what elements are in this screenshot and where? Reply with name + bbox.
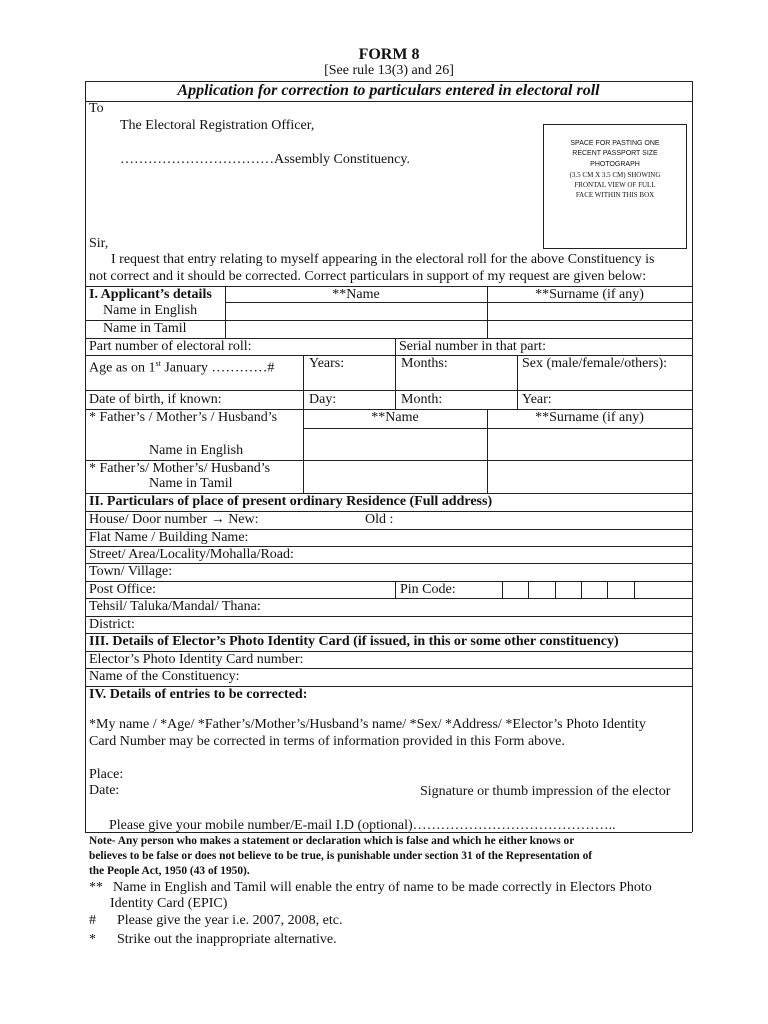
serial-number-label: Serial number in that part: — [399, 339, 546, 354]
photo-box[interactable]: SPACE FOR PASTING ONE RECENT PASSPORT SIZE PHOTOGRAPH (3.5 CM X 3.5 CM) SHOWING FRONTAL VIEW OF FULL FACE WITHIN THIS BOX — [543, 124, 687, 249]
street-label: Street/ Area/Locality/Mohalla/Road: — [89, 547, 294, 562]
age-label: Age as on 1st January …………# — [89, 359, 275, 376]
section-3-heading: III. Details of Elector’s Photo Identity Card (if issued, in this or some other constituency) — [89, 634, 619, 649]
post-office-label: Post Office: — [89, 582, 157, 597]
relative-name-tamil-label: Name in Tamil — [149, 476, 233, 491]
note-line-1: Note- Any person who makes a statement or declaration which is false and which he either knows or — [89, 835, 575, 847]
constituency-line[interactable]: ……………………………Assembly Constituency. — [120, 152, 410, 167]
correction-line-2: Card Number may be corrected in terms of information provided in this Form above. — [89, 734, 565, 749]
footnote-double-asterisk-mark: ** — [89, 880, 103, 895]
section-1-heading: I. Applicant’s details — [89, 287, 212, 302]
footnote-hash-mark: # — [89, 913, 96, 928]
note-line-3: the People Act, 1950 (43 of 1950). — [89, 865, 250, 877]
sex-label: Sex (male/female/others): — [522, 356, 667, 371]
year-label: Year: — [522, 392, 552, 407]
mobile-email-line[interactable]: Please give your mobile number/E-mail I.D (optional)…………………………………….. — [109, 818, 616, 833]
name-column-header: **Name — [332, 287, 380, 302]
relative-name-english-label: Name in English — [149, 443, 244, 458]
footnote-strike-out: Strike out the inappropriate alternative. — [117, 932, 337, 947]
salutation: Sir, — [89, 236, 109, 251]
officer-line: The Electoral Registration Officer, — [120, 118, 315, 133]
footnote-name-line-2: Identity Card (EPIC) — [110, 896, 228, 911]
month-label: Month: — [401, 392, 443, 407]
note-line-2: believes to be false or does not believe to be true, is punishable under section 31 of the Representation of — [89, 850, 593, 862]
years-label: Years: — [309, 356, 345, 371]
relative-tamil-label: * Father’s/ Mother’s/ Husband’s — [89, 461, 271, 476]
relative-label: * Father’s / Mother’s / Husband’s — [89, 410, 278, 425]
part-number-label: Part number of electoral roll: — [89, 339, 252, 354]
request-line-2: not correct and it should be corrected. Correct particulars in support of my request are given below: — [89, 269, 647, 284]
footnote-year: Please give the year i.e. 2007, 2008, etc. — [117, 913, 343, 928]
form-heading: Application for correction to particulars entered in electoral roll — [177, 82, 600, 99]
place-label: Place: — [89, 767, 124, 782]
town-label: Town/ Village: — [89, 564, 173, 579]
form-title: FORM 8 — [358, 46, 420, 63]
rule-reference: [See rule 13(3) and 26] — [324, 63, 454, 78]
pin-code-label: Pin Code: — [400, 582, 456, 597]
footnote-asterisk-mark: * — [89, 932, 96, 947]
name-english-label: Name in English — [103, 303, 198, 318]
date-label: Date: — [89, 783, 120, 798]
months-label: Months: — [401, 356, 448, 371]
flat-name-label: Flat Name / Building Name: — [89, 530, 249, 545]
footnote-name-line-1: Name in English and Tamil will enable the entry of name to be made correctly in Electors Photo — [113, 880, 652, 895]
name-tamil-label: Name in Tamil — [103, 321, 187, 336]
to-label: To — [89, 101, 104, 116]
day-label: Day: — [309, 392, 337, 407]
old-house-number-label: Old : — [365, 512, 394, 527]
relative-surname-header: **Surname (if any) — [535, 410, 644, 425]
correction-line-1: *My name / *Age/ *Father’s/Mother’s/Husband’s name/ *Sex/ *Address/ *Elector’s Photo Identity — [89, 717, 646, 732]
house-number-label: House/ Door number → New: — [89, 512, 259, 527]
district-label: District: — [89, 617, 135, 632]
request-line-1: I request that entry relating to myself appearing in the electoral roll for the above Constituency is — [111, 252, 655, 267]
relative-name-header: **Name — [371, 410, 419, 425]
tehsil-label: Tehsil/ Taluka/Mandal/ Thana: — [89, 599, 261, 614]
signature-label: Signature or thumb impression of the elector — [420, 784, 671, 799]
surname-column-header: **Surname (if any) — [535, 287, 644, 302]
section-4-heading: IV. Details of entries to be corrected: — [89, 687, 308, 702]
dob-label: Date of birth, if known: — [89, 392, 222, 407]
epic-number-label: Elector’s Photo Identity Card number: — [89, 652, 304, 667]
epic-constituency-label: Name of the Constituency: — [89, 669, 240, 684]
section-2-heading: II. Particulars of place of present ordinary Residence (Full address) — [89, 494, 493, 509]
